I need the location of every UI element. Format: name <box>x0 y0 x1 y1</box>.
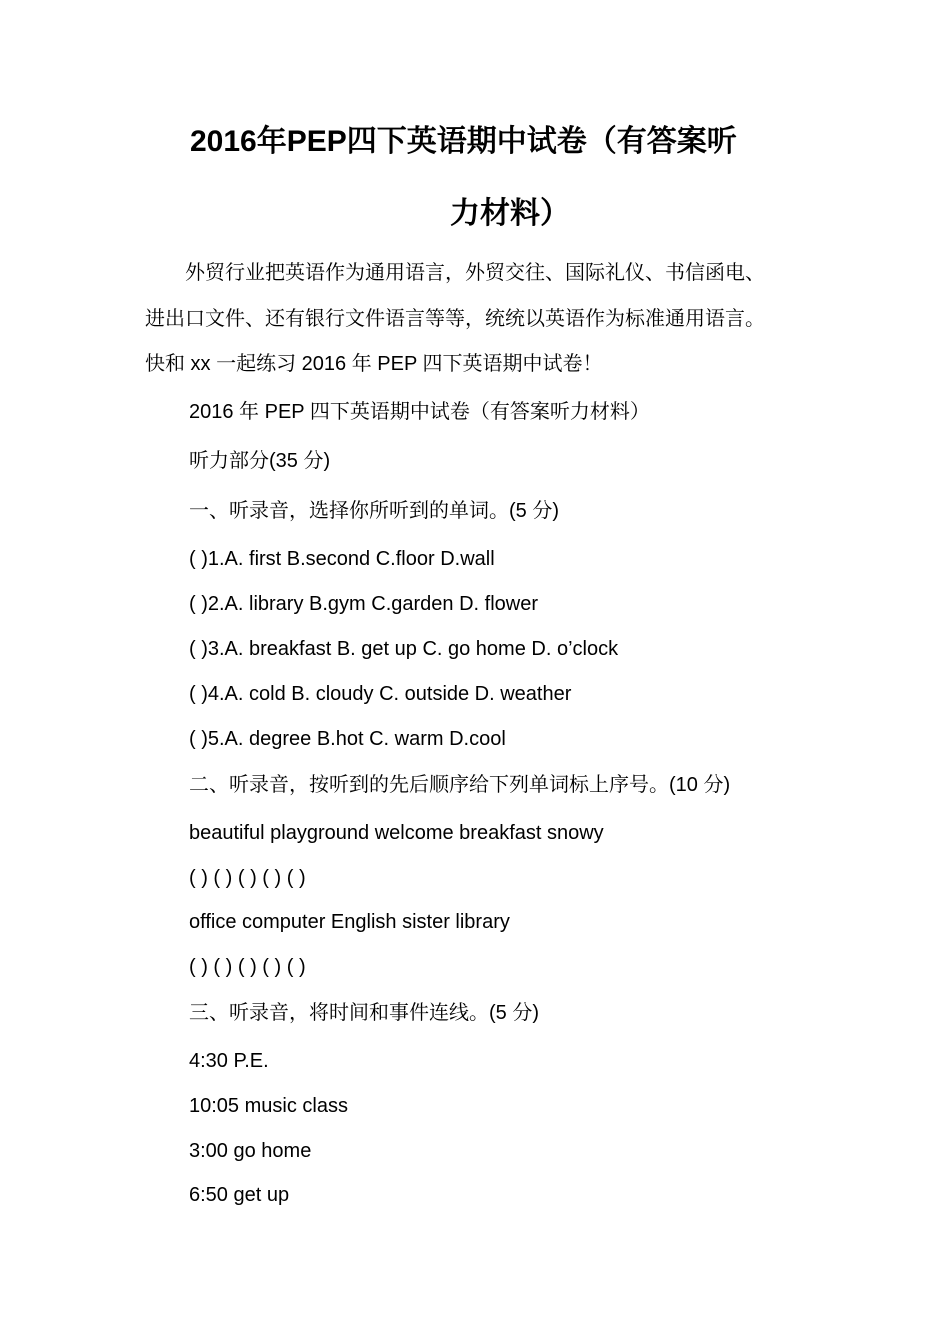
answer-blanks-line: ( ) ( ) ( ) ( ) ( ) <box>189 956 306 978</box>
word-list-line: office computer English sister library <box>189 911 510 933</box>
document-title-line-2: 力材料） <box>450 197 570 230</box>
question-line: ( )3.A. breakfast B. get up C. go home D. o’clock <box>189 638 619 660</box>
time-event-line: 6:50 get up <box>189 1184 290 1206</box>
time-event-line: 10:05 music class <box>189 1095 348 1117</box>
intro-line-1: 外贸行业把英语作为通用语言，外贸交往、国际礼仪、书信函电、 <box>145 262 765 284</box>
question-line: ( )1.A. first B.second C.floor D.wall <box>189 548 495 570</box>
subtitle-line: 2016 年 PEP 四下英语期中试卷（有答案听力材料） <box>189 401 650 423</box>
time-event-line: 4:30 P.E. <box>189 1050 269 1072</box>
section-heading-1: 一、听录音，选择你所听到的单词。(5 分) <box>189 500 559 522</box>
answer-blanks-line: ( ) ( ) ( ) ( ) ( ) <box>189 867 306 889</box>
question-line: ( )5.A. degree B.hot C. warm D.cool <box>189 728 506 750</box>
intro-line-2: 进出口文件、还有银行文件语言等等，统统以英语作为标准通用语言。 <box>145 308 765 330</box>
section-heading-3: 三、听录音，将时间和事件连线。(5 分) <box>189 1002 539 1024</box>
question-line: ( )4.A. cold B. cloudy C. outside D. weather <box>189 683 572 705</box>
section-heading-2: 二、听录音，按听到的先后顺序给下列单词标上序号。(10 分) <box>189 774 731 796</box>
time-event-line: 3:00 go home <box>189 1140 312 1162</box>
section-heading-listening: 听力部分(35 分) <box>189 450 331 472</box>
question-line: ( )2.A. library B.gym C.garden D. flower <box>189 593 538 615</box>
document-title-line-1: 2016年PEP四下英语期中试卷（有答案听 <box>190 125 737 158</box>
word-list-line: beautiful playground welcome breakfast snowy <box>189 822 604 844</box>
intro-line-3: 快和 xx 一起练习 2016 年 PEP 四下英语期中试卷！ <box>145 353 603 375</box>
